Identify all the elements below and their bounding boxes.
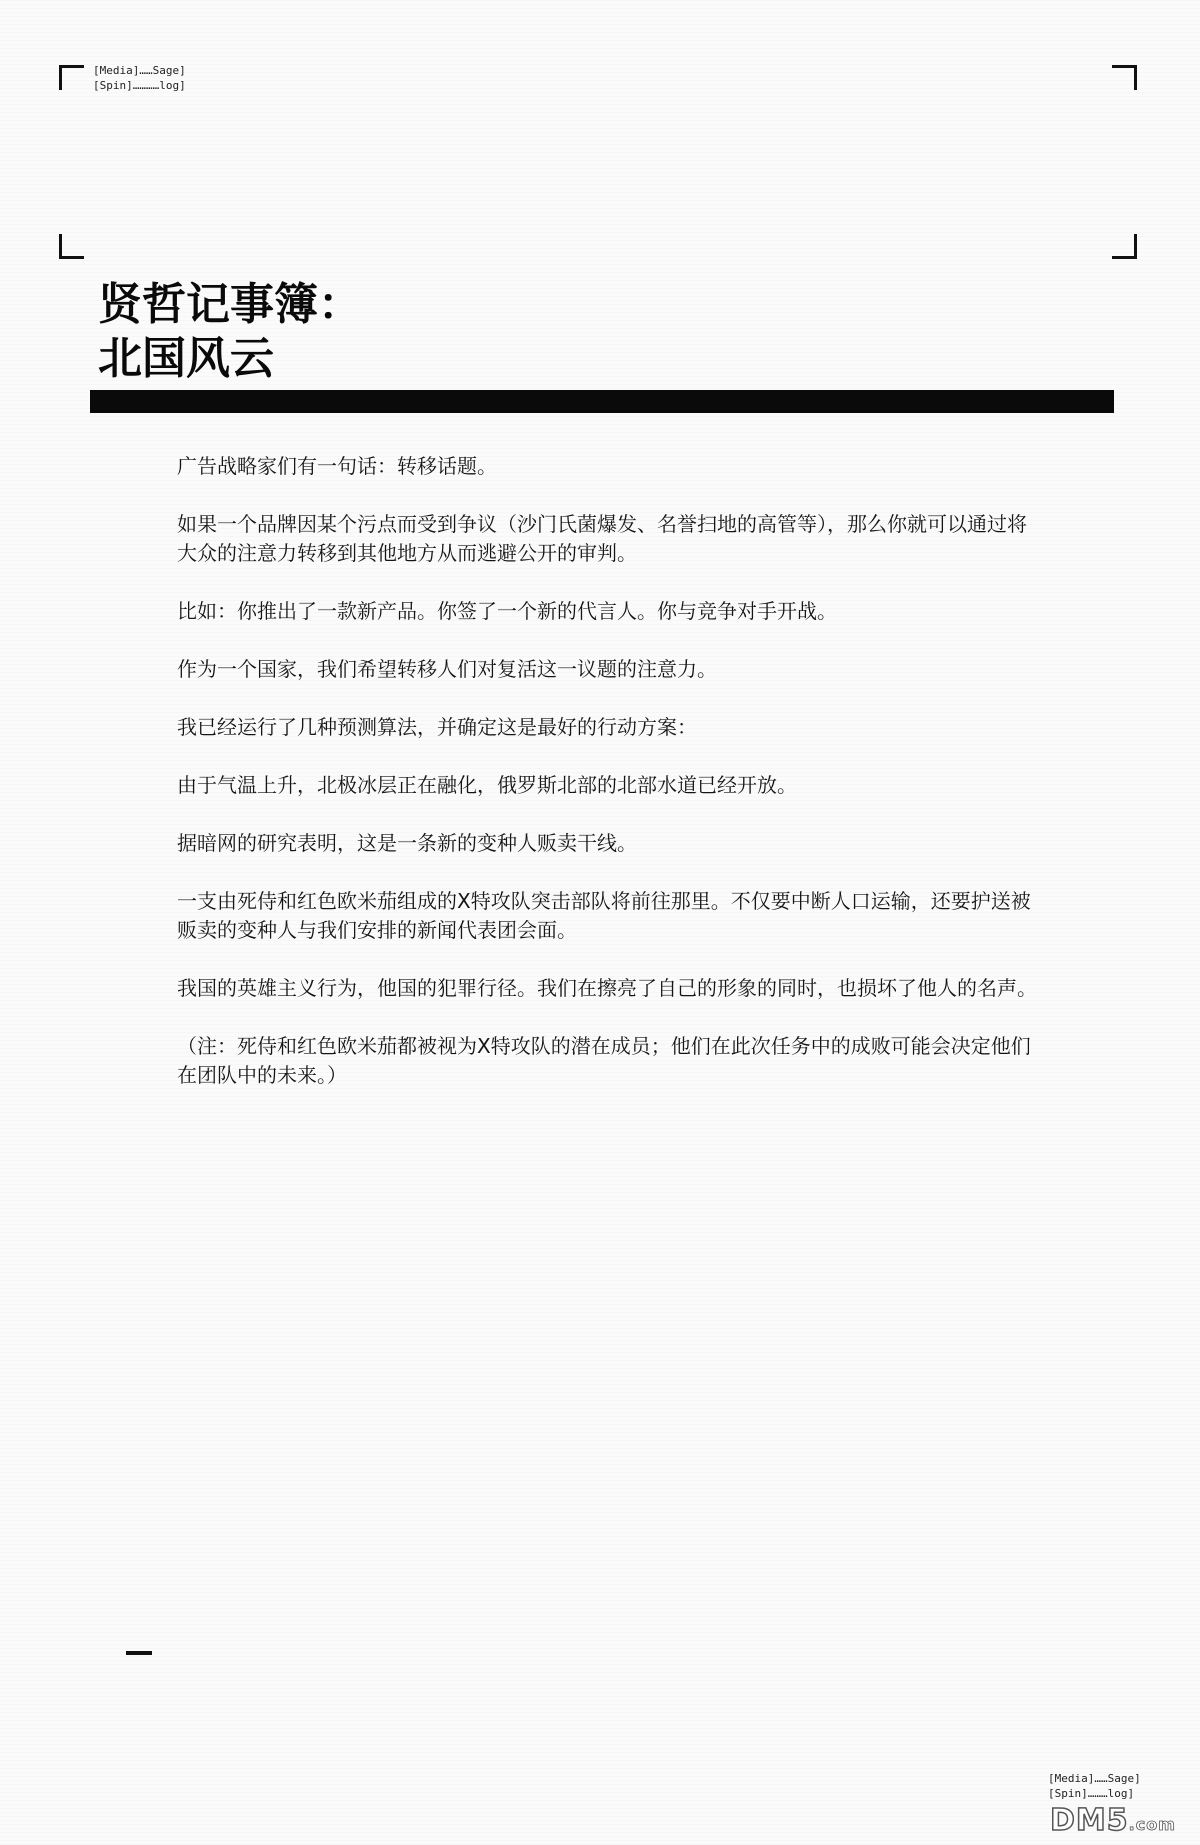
corner-bracket-top-left <box>59 65 84 90</box>
paragraph: 我国的英雄主义行为，他国的犯罪行径。我们在擦亮了自己的形象的同时，也损坏了他人的名声。 <box>177 976 1037 1000</box>
paragraph: 比如：你推出了一款新产品。你签了一个新的代言人。你与竞争对手开战。 <box>177 599 837 623</box>
corner-bracket-bottom-left <box>59 234 84 259</box>
paragraph: （注：死侍和红色欧米茄都被视为X特攻队的潜在成员；他们在此次任务中的成败可能会决定他们在团队中的未来。） <box>177 1034 1031 1087</box>
footer-tag-line1: [Media]……Sage] <box>1048 1772 1141 1785</box>
body-text <box>177 452 1037 1119</box>
page-title-line2: 北国风云 <box>98 333 274 384</box>
footer-tag <box>1048 1771 1141 1801</box>
page-title <box>98 278 362 386</box>
title-divider-bar <box>90 390 1114 413</box>
watermark-main: DM5 <box>1050 1803 1129 1838</box>
header-tag-line2: [Spin]…………log] <box>93 79 186 92</box>
paragraph: 一支由死侍和红色欧米茄组成的X特攻队突击部队将前往那里。不仅要中断人口运输，还要护送被贩卖的变种人与我们安排的新闻代表团会面。 <box>177 889 1031 942</box>
paragraph: 广告战略家们有一句话：转移话题。 <box>177 454 497 478</box>
header-tag-line1: [Media]……Sage] <box>93 64 186 77</box>
page-dash-mark <box>126 1651 152 1655</box>
paragraph: 据暗网的研究表明，这是一条新的变种人贩卖干线。 <box>177 831 637 855</box>
paragraph: 如果一个品牌因某个污点而受到争议（沙门氏菌爆发、名誉扫地的高管等），那么你就可以通过将大众的注意力转移到其他地方从而逃避公开的审判。 <box>177 512 1027 565</box>
page-title-line1: 贤哲记事簿： <box>98 279 362 330</box>
corner-bracket-top-right <box>1112 65 1137 90</box>
corner-bracket-bottom-right <box>1112 234 1137 259</box>
paragraph: 由于气温上升，北极冰层正在融化，俄罗斯北部的北部水道已经开放。 <box>177 773 797 797</box>
paragraph: 作为一个国家，我们希望转移人们对复活这一议题的注意力。 <box>177 657 717 681</box>
watermark-suffix: .com <box>1128 1815 1176 1834</box>
site-watermark-logo <box>1050 1805 1176 1841</box>
paragraph: 我已经运行了几种预测算法，并确定这是最好的行动方案： <box>177 715 697 739</box>
header-tag <box>93 63 186 93</box>
footer-tag-line2: [Spin]………log] <box>1048 1787 1135 1800</box>
